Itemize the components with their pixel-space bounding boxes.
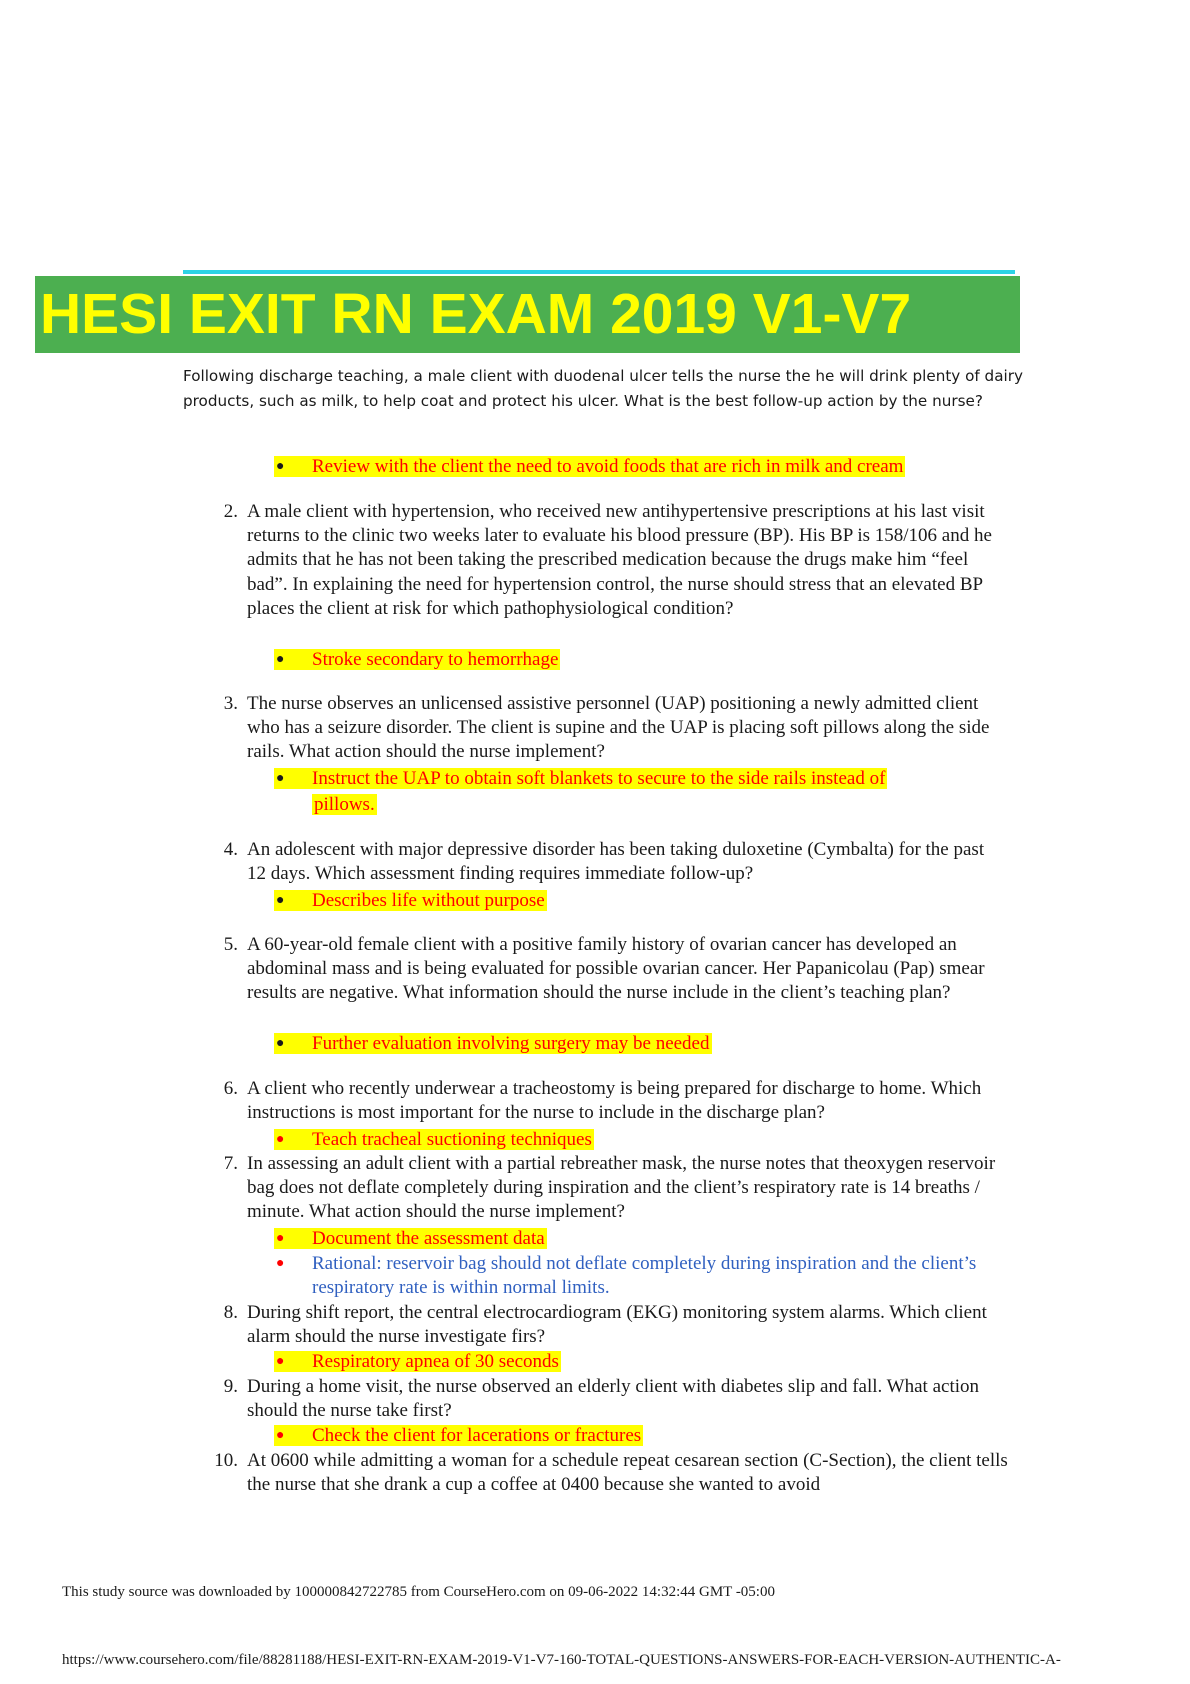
question-text — [247, 692, 1007, 765]
bullet-icon: ● — [276, 1256, 285, 1271]
question-number: 8. — [223, 1302, 238, 1323]
question-number: 10. — [214, 1450, 238, 1471]
bullet-icon: ● — [276, 771, 285, 786]
bullet-icon: ● — [276, 1354, 285, 1369]
intro-question-text: Following discharge teaching, a male client with duodenal ulcer tells the nurse the he will drink plenty of dairy products, such as milk, to help coat and protect his ulcer. What is the best follow-up action by the nurse? — [183, 367, 1023, 410]
bullet-icon: ● — [276, 1231, 285, 1246]
question-body: A 60-year-old female client with a positive family history of ovarian cancer has developed an abdominal mass and is being evaluated for possible ovarian cancer. Her Papanicolau (Pap) smear results are negative. What information should the nurse include in the client’s teaching plan? — [247, 934, 985, 1004]
answer-item — [276, 1227, 547, 1251]
answer-item — [276, 1032, 712, 1056]
question-number: 3. — [223, 693, 238, 714]
answer-text: Respiratory apnea of 30 seconds — [274, 1351, 561, 1372]
bullet-icon: ● — [276, 652, 285, 667]
question-text — [247, 1449, 1017, 1497]
question-number: 2. — [223, 501, 238, 522]
question-text — [247, 933, 1007, 1006]
answer-text: Review with the client the need to avoid foods that are rich in milk and cream — [274, 456, 905, 477]
footer-url[interactable]: https://www.coursehero.com/file/88281188/HESI-EXIT-RN-EXAM-2019-V1-V7-160-TOTAL-QUESTIONS-ANSWERS-FOR-EACH-VERSION-AUTHENTIC-A- — [62, 1652, 1061, 1668]
intro-answer — [276, 455, 905, 479]
question-text — [247, 838, 1007, 886]
question-number: 4. — [223, 839, 238, 860]
question-number: 7. — [223, 1153, 238, 1174]
question-text — [247, 1301, 1007, 1349]
question-number: 9. — [223, 1376, 238, 1397]
question-body: During shift report, the central electrocardiogram (EKG) monitoring system alarms. Which client alarm should the nurse investigate firs? — [247, 1302, 987, 1348]
answer-text: Stroke secondary to hemorrhage — [274, 649, 560, 670]
question-text — [247, 1375, 1017, 1423]
question-body: At 0600 while admitting a woman for a schedule repeat cesarean section (C-Section), the client tells the nurse that she drank a cup a coffee at 0400 because she wanted to avoid — [247, 1450, 1008, 1496]
rationale-item — [276, 1252, 986, 1300]
question-text — [247, 500, 1007, 621]
question-body: An adolescent with major depressive disorder has been taking duloxetine (Cymbalta) for the past 12 days. Which assessment finding requires immediate follow-up? — [247, 839, 985, 885]
rationale-text: Rational: reservoir bag should not deflate completely during inspiration and the client’s respiratory rate is within normal limits. — [312, 1253, 977, 1298]
answer-item — [276, 889, 547, 913]
answer-text: Teach tracheal suctioning techniques — [274, 1129, 594, 1150]
answer-text: Check the client for lacerations or fractures — [274, 1425, 643, 1446]
question-text — [247, 1077, 1017, 1125]
question-body: The nurse observes an unlicensed assistive personnel (UAP) positioning a newly admitted client who has a seizure disorder. The client is supine and the UAP is placing soft pillows along the side rails. What action should the nurse implement? — [247, 693, 990, 763]
answer-item — [276, 1128, 594, 1152]
question-text — [247, 1152, 1017, 1225]
footer-source: This study source was downloaded by 100000842722785 from CourseHero.com on 09-06-2022 14:32:44 GMT -05:00 — [62, 1584, 775, 1600]
answer-text: Further evaluation involving surgery may be needed — [274, 1033, 712, 1054]
bullet-icon: ● — [276, 1428, 285, 1443]
title-banner — [35, 276, 1020, 353]
answer-continuation — [312, 793, 377, 817]
answer-item — [276, 648, 560, 672]
page-title: HESI EXIT RN EXAM 2019 V1-V7 — [40, 282, 912, 346]
question-body: During a home visit, the nurse observed an elderly client with diabetes slip and fall. What action should the nurse take first? — [247, 1376, 980, 1422]
question-number: 5. — [223, 934, 238, 955]
question-number: 6. — [223, 1078, 238, 1099]
question-body: A male client with hypertension, who received new antihypertensive prescriptions at his last visit returns to the clinic two weeks later to evaluate his blood pressure (BP). His BP is 158/106 and he admits that he has not been taking the prescribed medication because the drugs make him “feel bad”. In explaining the need for hypertension control, the nurse should stress that an elevated BP places the client at risk for which pathophysiological condition? — [247, 501, 992, 619]
answer-text: Describes life without purpose — [274, 890, 547, 911]
answer-text-cont: pillows. — [314, 794, 375, 815]
bullet-icon: ● — [276, 893, 285, 908]
answer-text: Document the assessment data — [274, 1228, 547, 1249]
bullet-icon: ● — [276, 1036, 285, 1051]
answer-text: Instruct the UAP to obtain soft blankets to secure to the side rails instead of — [274, 768, 887, 789]
answer-item — [276, 1350, 561, 1374]
question-body: A client who recently underwear a tracheostomy is being prepared for discharge to home. Which instructions is most important for the nurse to include in the discharge plan? — [247, 1078, 982, 1124]
bullet-icon: ● — [276, 1132, 285, 1147]
question-body: In assessing an adult client with a partial rebreather mask, the nurse notes that theoxygen reservoir bag does not deflate completely during inspiration and the client’s respiratory rate is 14 breaths / minute. What action should the nurse implement? — [247, 1153, 996, 1223]
title-top-rule — [183, 270, 1015, 274]
answer-item — [276, 767, 887, 791]
bullet-icon: ● — [276, 459, 285, 474]
answer-item — [276, 1424, 643, 1448]
